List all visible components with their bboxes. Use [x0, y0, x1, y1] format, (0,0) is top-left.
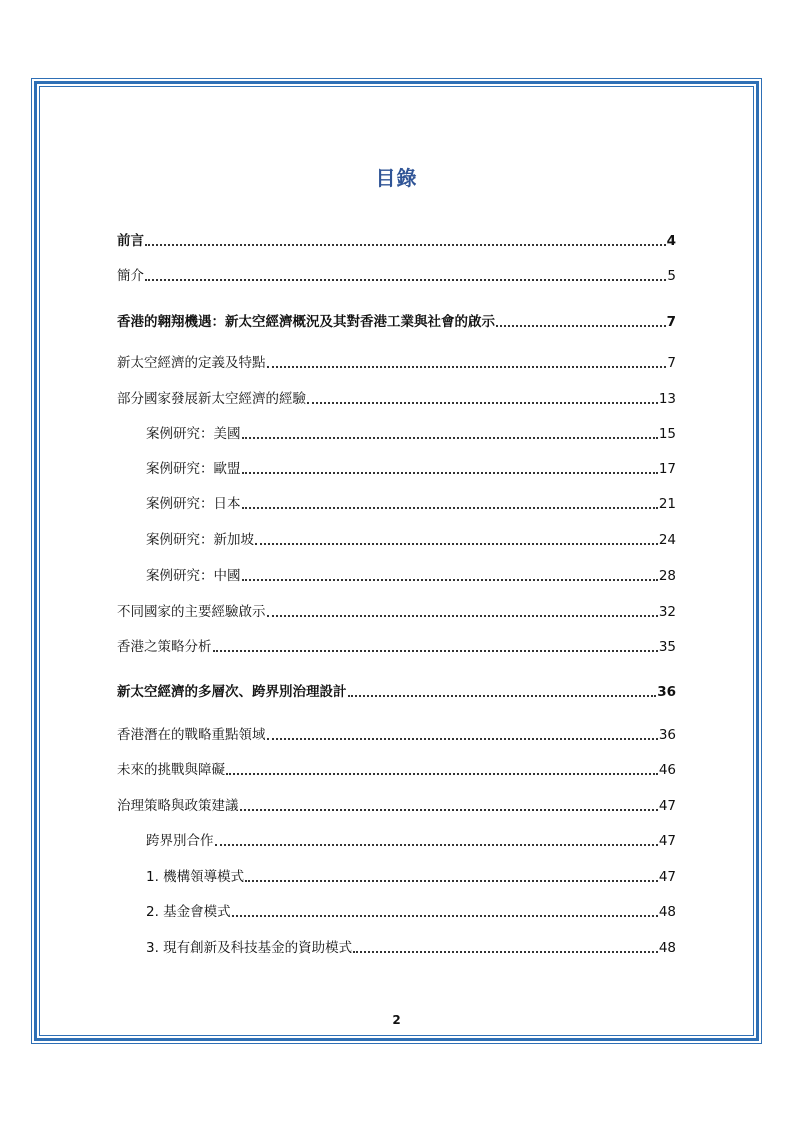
toc-leader-dots: [348, 695, 657, 697]
toc-entry[interactable]: [146, 531, 676, 549]
toc-leader-dots: [240, 809, 658, 811]
toc-entry[interactable]: [117, 726, 676, 744]
toc-entry-title: 3. 現有創新及科技基金的資助模式: [146, 940, 353, 956]
toc-entry-title: 未來的挑戰與障礙: [117, 762, 225, 778]
toc-entry-title: 1. 機構領導模式: [146, 869, 245, 885]
toc-entry-page: 35: [658, 639, 676, 655]
toc-entry[interactable]: [117, 638, 676, 656]
toc-leader-dots: [145, 279, 666, 281]
toc-entry-page: 5: [667, 268, 676, 284]
toc-leader-dots: [215, 844, 658, 846]
toc-entry-page: 13: [658, 391, 676, 407]
toc-entry-page: 36: [658, 727, 676, 743]
toc-leader-dots: [307, 402, 658, 404]
toc-leader-dots: [496, 325, 666, 327]
toc-entry-title: 新太空經濟的多層次、跨界別治理設計: [117, 684, 347, 700]
toc-leader-dots: [245, 880, 658, 882]
toc-leader-dots: [242, 472, 658, 474]
toc-entry-title: 不同國家的主要經驗啟示: [117, 604, 266, 620]
toc-entry[interactable]: [146, 832, 676, 850]
toc-entry[interactable]: [117, 267, 676, 285]
toc-entry[interactable]: [117, 313, 676, 331]
toc-entry-page: 17: [658, 461, 676, 477]
toc-entry-title: 香港潛在的戰略重點領域: [117, 727, 266, 743]
toc-entry-title: 香港的翱翔機遇：新太空經濟概況及其對香港工業與社會的啟示: [117, 314, 495, 330]
toc-entry-title: 跨界別合作: [146, 833, 214, 849]
toc-leader-dots: [267, 615, 658, 617]
toc-entry[interactable]: [117, 603, 676, 621]
page-border-inner: [39, 86, 754, 1036]
toc-entry[interactable]: [146, 903, 676, 921]
toc-entry-page: 48: [658, 904, 676, 920]
toc-entry-page: 36: [657, 684, 676, 700]
toc-leader-dots: [353, 951, 658, 953]
toc-leader-dots: [267, 366, 667, 368]
toc-entry-title: 案例研究：日本: [146, 496, 241, 512]
toc-entry-page: 47: [658, 798, 676, 814]
toc-entry[interactable]: [117, 683, 676, 701]
toc-entry-page: 47: [658, 869, 676, 885]
toc-leader-dots: [226, 773, 658, 775]
toc-leader-dots: [242, 437, 658, 439]
toc-leader-dots: [242, 579, 658, 581]
toc-entry-title: 部分國家發展新太空經濟的經驗: [117, 391, 306, 407]
toc-entry-page: 48: [658, 940, 676, 956]
toc-entry-page: 32: [658, 604, 676, 620]
toc-entry-page: 24: [658, 532, 676, 548]
toc-leader-dots: [213, 650, 658, 652]
toc-entry-title: 簡介: [117, 268, 144, 284]
toc-entry[interactable]: [117, 232, 676, 250]
toc-entry[interactable]: [146, 425, 676, 443]
toc-entry[interactable]: [117, 797, 676, 815]
toc-entry-page: 15: [658, 426, 676, 442]
toc-entry-title: 治理策略與政策建議: [117, 798, 239, 814]
toc-entry-page: 7: [666, 314, 676, 330]
toc-entry[interactable]: [117, 354, 676, 372]
toc-entry-title: 案例研究：美國: [146, 426, 241, 442]
toc-entry-title: 案例研究：新加坡: [146, 532, 254, 548]
toc-leader-dots: [242, 507, 658, 509]
toc-entry-page: 7: [667, 355, 676, 371]
toc-entry[interactable]: [117, 390, 676, 408]
toc-entry[interactable]: [146, 868, 676, 886]
toc-entry-page: 21: [658, 496, 676, 512]
toc-entry-title: 案例研究：中國: [146, 568, 241, 584]
toc-entry-title: 案例研究：歐盟: [146, 461, 241, 477]
toc-entry[interactable]: [146, 460, 676, 478]
toc-title: 目錄: [375, 166, 418, 190]
toc-leader-dots: [232, 915, 658, 917]
toc-entry[interactable]: [146, 567, 676, 585]
toc-entry-page: 28: [658, 568, 676, 584]
toc-entry-page: 46: [658, 762, 676, 778]
toc-entry[interactable]: [117, 761, 676, 779]
toc-leader-dots: [145, 244, 666, 246]
toc-leader-dots: [255, 543, 658, 545]
toc-entry-page: 47: [658, 833, 676, 849]
toc-entry[interactable]: [146, 939, 676, 957]
toc-entry-title: 2. 基金會模式: [146, 904, 231, 920]
toc-entry-title: 前言: [117, 233, 144, 249]
toc-leader-dots: [267, 738, 658, 740]
toc-entry-title: 香港之策略分析: [117, 639, 212, 655]
toc-entry-title: 新太空經濟的定義及特點: [117, 355, 266, 371]
toc-entry-page: 4: [666, 233, 676, 249]
toc-entry[interactable]: [146, 495, 676, 513]
page-number: 2: [392, 1013, 401, 1027]
